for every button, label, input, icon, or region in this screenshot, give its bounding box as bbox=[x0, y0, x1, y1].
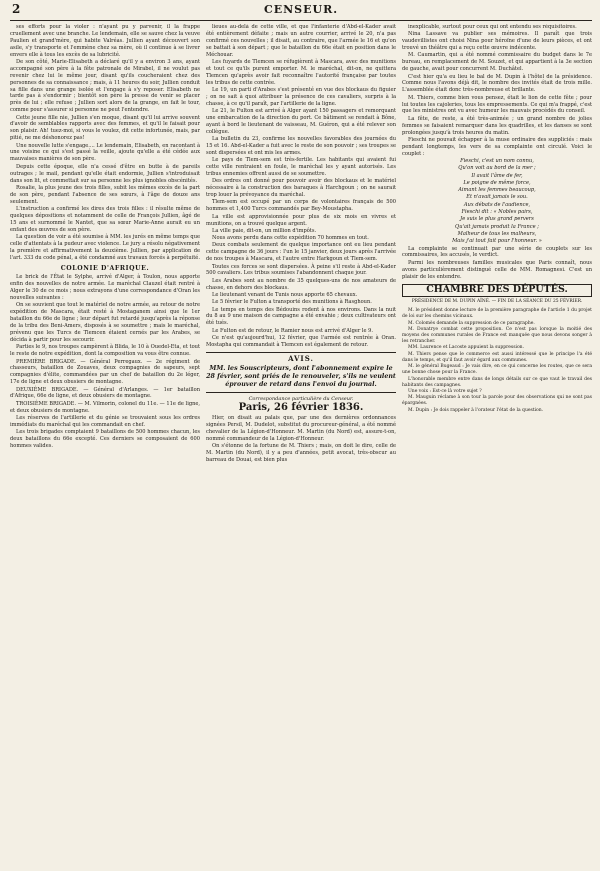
article-paragraph: Hier, on disait au palais que, par une des dernières ordonnances signées Persil, M. Dudelot, substitut du procureur-général, a été nommé chevalier de la Légion-d'Honneur. M. Martin (du Nord) est, assure-t-on, nommé commandeur de la Légion-d'Honneur. bbox=[206, 415, 396, 442]
article-paragraph: Parmi les nombreuses familles musicales que Paris connaît, nous avons particulièrement distingué celle de MM. Romagnesi. C'est un plaisir de les entendre. bbox=[402, 259, 592, 280]
chamber-paragraph: M. Dupin : Je dois rappeler à l'orateur l'état de la question. bbox=[408, 407, 544, 413]
article-paragraph: Les trois brigades comptaient 9 bataillons de 500 hommes chacun, les deux bataillons du 66e excepté. Ces derniers se composaient de 600 hommes valides. bbox=[10, 429, 200, 449]
article-paragraph: Le brick de l'État le Sylphe, arrivé d'Alger, à Toulon, nous apporte enfin des nouvelles de notre armée. Le maréchal Clauzel était rentré à Alger le 30 de ce mois ; nous extrayons d'une correspondance d'Oran les nouvelles suivantes : bbox=[10, 274, 200, 302]
page-number: 2 bbox=[12, 2, 21, 16]
article-paragraph: La ville est approvisionnée pour plus de six mois en vivres et munitions, on a trouvé quelque argent. bbox=[206, 213, 396, 227]
article-paragraph: Une nouvelle lutte s'engage.... Le lendemain, Elisabeth, en racontant à une voisine ce qui s'est passé la veille, ajoute qu'elle a été cédée aux mauvaises manières de son père. bbox=[10, 142, 200, 163]
verse-line: Fieschi, c'est un nom connu, bbox=[460, 157, 534, 164]
article-paragraph: L'instruction a confirmé les dires des trois filles : il résulte même de quelques dépositions et notamment de celle de François Jullien, âgé de 15 ans et surnommé le Nantet, que sa sœur Marie-Anne aurait eu un enfant des œuvres de son père. bbox=[10, 205, 200, 233]
verse-line: Malheur de tous les malheurs, bbox=[457, 230, 537, 237]
article-paragraph: Ce n'est qu'aujourd'hui, 12 février, que l'armée est rentrée à Oran. Mostapha qui commandait à Tlemcen est également de retour. bbox=[206, 334, 396, 348]
article-paragraph: Le 19, un parti d'Arabes s'est présenté en vue des blockaus du figuier ; on ne sait à quoi attribuer la présence de ces cavaliers, surpris à la chasse, à ce qu'il paraît, par l'artillerie de la ligne. bbox=[206, 86, 396, 107]
verse-line: Aimant les femmes beaucoup, bbox=[458, 187, 536, 194]
chamber-subtitle: PRÉSIDENCE DE M. DUPIN AÎNÉ. — FIN DE LA SÉANCE DU 25 FÉVRIER. bbox=[411, 299, 583, 305]
divider bbox=[206, 352, 396, 353]
article-paragraph: La fête, de reste, a été très-animée ; un grand nombre de jolies femmes se faisaient remarquer dans les quadrilles, et les danses se sont prolongées jusqu'à trois heures du matin. bbox=[402, 115, 592, 136]
article-paragraph: La question de voir a été soumise à MM. les jurés en même temps que celle d'attentats à la pudeur avec violence. Le jury a résolu négativement la première et affirmativement la deuxième. Jullien, par application de l'art. 333 du code pénal, a été condamné aux travaux forcés à perpétuité. bbox=[10, 233, 200, 261]
article-paragraph: On s'étonne de la fortune de M. Thiers ; mais, on doit le dire, celle de M. Martin (du Nord), il y a peu d'années, petit avocat, très-obscur au barreau de Douai, est bien plus bbox=[206, 443, 396, 463]
article-paragraph: Les fuyards de Tlemcen se réfugièrent à Mascara, avec des munitions et tout ce qu'ils purent emporter. M. le maréchal, dit-on, ne quittera Tlemcen qu'après avoir fait reconnaître l'autorité française par toutes les tribus de cette contrée. bbox=[206, 58, 396, 86]
article-paragraph: lieues au-delà de cette ville, et que l'infanterie d'Abd-el-Kader avait été entièrement défaite ; mais un autre courrier, arrivé le 20, n'a pas confirmé ces nouvelles ; il disait, au contraire, que l'armée le 16 et qu'on se battait à son départ ; que le bataillon du 66e était en position dans le Méchouar. bbox=[206, 24, 396, 58]
article-paragraph: On se souvient que tout le matériel de notre armée, au retour de notre expédition de Mascara, était resté à Mostaganem ainsi que le 1er bataillon du 66e de ligne ; leur départ fut retardé jusqu'après la réponse de la tribu des Beni-Amers, disposés à se soumettre ; mais le maréchal, prévenu que les Turcs de Tlemcen étaient cernés par les Arabes, se décida à partir pour les secourir. bbox=[10, 302, 200, 343]
chamber-paragraph: M. Mauguin réclame à son tour la parole pour des observations qui ne sont pas épargnées. bbox=[402, 395, 592, 407]
article-paragraph: M. Caumartin, qui a été nommé commissaire du budget dans le 7e bureau, en remplacement de M. Souzet, et qui appartient à la 3e section de gauche, avait pour concurrent M. Duchâtel. bbox=[402, 52, 592, 73]
verse-line: Je suis le plus grand pervers bbox=[460, 216, 534, 223]
article-paragraph: Tlem-sem est occupé par un corps de volontaires français de 500 hommes et 1,400 Turcs commandés par Bey-Moustapha. bbox=[206, 199, 396, 213]
article-paragraph: Nous avons perdu dans cette expédition 70 hommes en tout. bbox=[212, 235, 369, 242]
correspondence-subtitle: Correspondance particulière du Censeur. bbox=[248, 396, 354, 403]
verse-line: Fieschi dit : « Nobles pairs, bbox=[461, 209, 533, 216]
avis-body: MM. les Souscripteurs, dont l'abonnement expire le 28 février, sont priés de le renouveler, s'ils ne veulent éprouver de retard dans l'envoi du journal. bbox=[206, 364, 396, 389]
article-paragraph: Le temps en temps des Bédouins rodent à nos environs. Dans la nuit du 8 au 9 une maison de campagne a été envahie ; deux cultivateurs ont été tués. bbox=[206, 306, 396, 327]
verse-line: Aux débats de l'audience, bbox=[463, 201, 531, 208]
chamber-paragraph: M. Donatrye combat cette proposition. Ce n'est pas lorsque la moitié des moyens des communes rurales de France est manquée que nous devons songer à les retrancher. bbox=[402, 327, 592, 345]
article-paragraph: Des ordres ont donné pour pouvoir avoir des blockaus et le matériel nécessaire à la construction des baraques à Harchgoun ; on ne saurait trop louer la prévoyance du maréchal. bbox=[206, 178, 396, 199]
article-paragraph: M. Thiers, comme bien vous pensez, était le lion de cette fête ; pour lui toutes les cajoleries, tous les empressements. Ce qui m'a frappé, c'est que les ministres ont vu avec humeur les mauvais procédés du conseil. bbox=[402, 94, 592, 115]
article-paragraph: Deux combats seulement de quelque importance ont eu lieu pendant cette campagne de 36 jours : l'un le 15 janvier, deux jours après l'arrivée de nos troupes à Mascara, et l'autre entre Harkgoun et Tlem-sem. bbox=[206, 242, 396, 263]
article-paragraph: DEUXIÈME BRIGADE. — Général d'Arlanges. — 1er bataillon d'Afrique, 66e de ligne, et deux obusiers de montagne. bbox=[10, 386, 200, 400]
article-paragraph: Rosalie, la plus jeune des trois filles, subit les mêmes excès de la part de son père, pendant l'absence de ses sœurs, à l'âge de douze ans seulement. bbox=[10, 184, 200, 205]
article-paragraph: Parties le 9, nos troupes campèrent à Blida, le 10 à Ouedel-Eta, et tout le reste de notre expédition, dont la composition va vous être connue. bbox=[10, 344, 200, 358]
avis-title: AVIS. bbox=[288, 353, 314, 363]
chamber-paragraph: M. Colomès demande la suppression de ce paragraphe. bbox=[408, 320, 535, 326]
article-paragraph: La complainte se continuait par une série de couplets sur les commissaires, les accusés, le verdict. bbox=[402, 245, 592, 259]
article-paragraph: Le 21, le Fulton est arrivé à Alger ayant 150 passagers et remorquant une embarcation de la direction du port. Ce bâtiment se rendait à Bône, ayant à bord le lieutenant de vaisseau, M. Guéron, qui a été relever son collègue. bbox=[206, 108, 396, 135]
chamber-title: CHAMBRE DES DÉPUTÉS. bbox=[402, 284, 592, 297]
article-paragraph: Les réserves de l'artillerie et du génie se trouvaient sous les ordres immédiats du maréchal qui les commandait en chef. bbox=[10, 414, 200, 428]
article-paragraph: Le Fulton est de retour, le Ramier nous est arrivé d'Alger le 9. bbox=[212, 327, 374, 334]
article-paragraph: Les Arabes sont au nombre de 35 quelques-uns de nos amateurs de chasse, en dehors des blockaus. bbox=[206, 277, 396, 291]
article-paragraph: ses efforts pour la violer : n'ayant pu y parvenir, il la frappe cruellement avec une branche. Le lendemain, elle se sauve chez la veuve Paulien et grand'mère, qui habite Valréas. Jullien ayant découvert son asile, s'y transporte et l'emmène chez sa mère, où il continue à se livrer envers elle à tous les excès de sa lubricité. bbox=[10, 24, 200, 58]
column-1 bbox=[10, 24, 200, 464]
article-paragraph: La ville paie, dit-on, un million d'impôts. bbox=[212, 227, 317, 234]
section-title-colonie: COLONIE D'AFRIQUE. bbox=[60, 264, 150, 272]
article-paragraph: Le 5 février le Fulton a transporté des munitions à Rasghoun. bbox=[212, 299, 372, 306]
column-3 bbox=[402, 24, 592, 464]
article-paragraph: Fieschi ne pouvait échapper à la muse ordinaire des suppliciés : mais pendant longtemps, les vers de sa complainte ont circulé. Voici le couplet : bbox=[402, 136, 592, 157]
article-paragraph: Le lieutenant venant de Tunis nous apporte 65 chevaux. bbox=[212, 291, 358, 298]
chamber-paragraph: L'honorable membre entre dans de longs détails sur ce que vaut le travail des habitants des campagnes. bbox=[402, 376, 592, 388]
verse-line: Le poigne de même force, bbox=[463, 179, 531, 186]
chamber-paragraph: M. Thiers pense que le commerce est aussi intéressé que le principe l'a été dans le temps, et qu'il faut avoir égard aux communes. bbox=[402, 351, 592, 363]
article-paragraph: PREMIÈRE BRIGADE. — Général Perregaux. — 2e régiment de chasseurs, bataillon de Zouaves, deux compagnies de sapeurs, sept compagnies d'élite, commandées par un chef de bataillon du 2e léger, 17e de ligne et deux obusiers de montagne. bbox=[10, 358, 200, 386]
divider bbox=[206, 392, 396, 393]
article-paragraph: C'est hier qu'a eu lieu le bal de M. Dupin à l'hôtel de la présidence. Comme nous l'avons déjà dit, le nombre des invités était de trois mille. L'assemblée était donc très-nombreuse et brillante. bbox=[402, 73, 592, 94]
newspaper-title: CENSEUR. bbox=[263, 3, 339, 16]
correspondence-dateline: Paris, 26 février 1836. bbox=[238, 402, 364, 414]
article-paragraph: La bulletin du 23, confirme les nouvelles favorables des journées du 15 et 16. Abd-el-Kader a fuit avec le reste de son pouvoir ; ses troupes se sont dispersées et ont mis les armes. bbox=[206, 136, 396, 156]
article-paragraph: Cette jeune fille nie, Jullien s'en moque, disant qu'il lui arrive souvent d'avoir de semblables rapports avec des femmes, et qu'il le faisait pour son plaisir. Ah! tuez-moi, si vous le voulez, dit cette infortunée, mais, par pitié, ne me déshonorez pas! bbox=[10, 114, 200, 142]
verse-line: Il avait l'âme de fer, bbox=[471, 172, 523, 179]
article-paragraph: Nina Lassave va publier ses mémoires. Il paraît que trois vaudevillistes ont choisi Nina pour héroïne d'une de leurs pièces, et ont trouvé un théâtre qui a reçu cette œuvre indécente. bbox=[402, 31, 592, 52]
verse-line: Mais j'ai tout fait pour l'honneur. » bbox=[452, 238, 542, 245]
article-paragraph: inexplicable, surtout pour ceux qui ont entendu ses réquisitoires. bbox=[408, 24, 577, 30]
article-paragraph: De son côté, Marie-Elisabeth a déclaré qu'il y a environ 3 ans, ayant accompagné son père à la fête patronale de Mirabel, il ne voulut pas revenir chez lui le même jour, disant qu'ils coucheraient chez des personnes de sa connaissance ; mais, à 11 heures du soir, Jullien conduit sa fille dans une grange isolée et l'engage à s'y reposer. Elisabeth ne tarde pas à s'endormir ; bientôt son père la presse de venir se placer près de lui ; elle refuse ; Jullien sort alors de la grange, en fait le tour, comme pour s'assurer si personne ne peut l'entendre. bbox=[10, 58, 200, 114]
verse-line: Et n'avait jamais le sou. bbox=[466, 194, 528, 201]
chamber-paragraph: MM. Laurence et Lacoste appuient la suppression. bbox=[408, 345, 524, 351]
masthead bbox=[10, 0, 592, 21]
chamber-paragraph: M. le général Bugeaud : Je vais dire, en ce qui concerne les routes, que ce sera une bonne chose pour la France. bbox=[402, 364, 592, 376]
chamber-paragraph: Une voix : Est-ce là votre sujet ? bbox=[408, 388, 482, 394]
article-paragraph: Toutes ces forces se sont dispersées. À peine s'il reste à Abd-el-Kader 500 cavaliers. Les tribus soumises l'abandonnent chaque jour. bbox=[206, 263, 396, 277]
column-2 bbox=[206, 24, 396, 464]
article-paragraph: Depuis cette époque, elle n'a cessé d'être en butte à de pareils outrages ; le mail, pendant qu'elle était endormie, Jullien s'introduisait dans son lit, et commettait sur sa personne les plus ignobles obscénités. bbox=[10, 163, 200, 184]
chamber-paragraph: M. le président donne lecture de la première paragraphe de l'article 1 du projet de loi sur les chemins vicinaux. bbox=[402, 308, 592, 320]
verse-line: Qu'ait jamais produit la France ; bbox=[455, 223, 539, 230]
article-paragraph: TROISIÈME BRIGADE. — M. Vilmorin, colonel du 11e. — 11e de ligne, et deux obusiers de montagne. bbox=[10, 400, 200, 414]
article-paragraph: Le pays de Tlem-sem est très-fertile. Les habitants qui avaient fui cette ville rentraient en foule, le maréchal les y ayant autorisés. Les tribus ennemies offrent aussi de se soumettre. bbox=[206, 157, 396, 177]
verse-line: Qu'on voit au bord de la mer ; bbox=[458, 165, 536, 172]
